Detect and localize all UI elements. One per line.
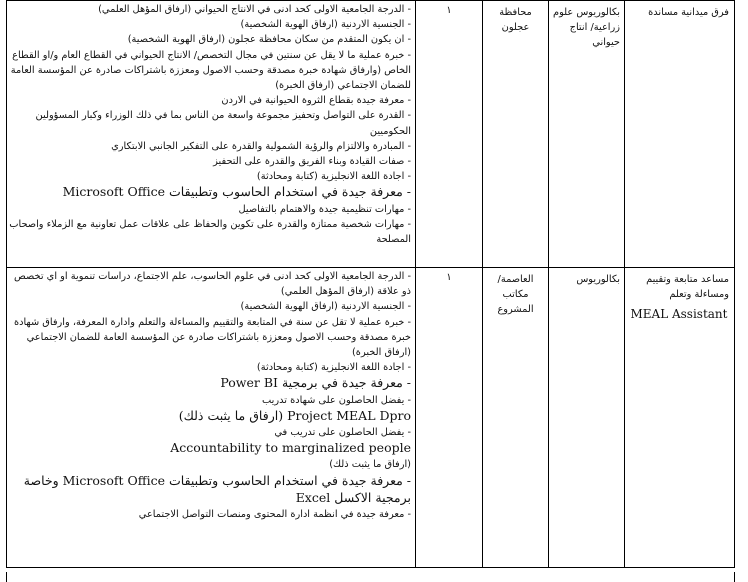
list-item: - معرفة جيدة في استخدام الحاسوب وتطبيقات Microsoft Office [9, 184, 411, 201]
list-item: - خبرة عملية ما لا يقل عن سنتين في مجال التخصص/ الانتاج الحيواني في القطاع العام و/او القطاع الخاص (وارفاق شهادة خبرة مصدقة وحسب الاصول ومعززة باشتراكات صادرة عن المؤسسة العامة للضمان الاجتماعي (ارفاق الخبرة) [9, 48, 411, 94]
list-item: - الدرجة الجامعية الاولى كحد ادنى في الانتاج الحيواني (ارفاق المؤهل العلمي) [9, 2, 411, 17]
list-item: - معرفة جيدة في برمجية Power BI [9, 375, 411, 392]
job-title-english: MEAL Assistant [630, 307, 728, 322]
table-row [7, 268, 735, 568]
list-item: - يفضل الحاصلون على تدريب في [9, 425, 411, 440]
location: العاصمة/ مكاتب المشروع [497, 274, 534, 316]
list-item: - معرفة جيدة في استخدام الحاسوب وتطبيقات Microsoft Office وخاصة برمجية الاكسل Excel [9, 473, 411, 507]
list-item: - الدرجة الجامعية الاولى كحد ادنى في علوم الحاسوب، علم الاجتماع، دراسات تنموية او اي تخصص ذو علاقة (ارفاق المؤهل العلمي) [9, 269, 411, 299]
next-row-strip [6, 572, 735, 582]
list-item: Accountability to marginalized people [170, 440, 411, 456]
list-item: - القدرة على التواصل وتحفيز مجموعة واسعة من الناس بما في ذلك الوزراء وكبار المسؤولين الحكوميين [9, 108, 411, 138]
requirements-table [6, 0, 735, 568]
list-item: (ارفاق ما يثبت ذلك) [329, 459, 411, 471]
list-item: - صفات القيادة وبناء الفريق والقدرة على التحفيز [9, 154, 411, 169]
list-item: Project MEAL Dpro (ارفاق ما يثبت ذلك) [178, 407, 411, 423]
location-cell [483, 268, 549, 568]
list-item: - المبادرة والالتزام والرؤية الشمولية والقدرة على التفكير الجانبي الابتكاري [9, 139, 411, 154]
qualification-cell [549, 268, 625, 568]
requirements-cell [7, 268, 416, 568]
job-title: مساعد متابعة وتقييم ومساءلة وتعلم [646, 274, 729, 301]
list-item: - اجادة اللغة الانجليزية (كتابة ومحادثة) [9, 360, 411, 375]
list-item: - ان يكون المتقدم من سكان محافظة عجلون (ارفاق الهوية الشخصية) [9, 32, 411, 47]
job-title: فرق ميدانية مساندة [648, 7, 729, 18]
qualification: بكالوريوس [576, 274, 620, 285]
count-cell [416, 268, 483, 568]
requirements-list [9, 269, 411, 522]
requirements-cell [7, 1, 416, 268]
list-item: - اجادة اللغة الانجليزية (كتابة ومحادثة) [9, 169, 411, 184]
location-cell [483, 1, 549, 268]
list-item: - الجنسية الاردنية (ارفاق الهوية الشخصية) [9, 17, 411, 32]
list-item: - الجنسية الاردنية (ارفاق الهوية الشخصية) [9, 299, 411, 314]
list-item: - مهارات شخصية ممتازة والقدرة على تكوين والحفاظ على علاقات عمل تعاونية مع الزملاء واصحاب المصلحة [9, 217, 411, 247]
list-item: - معرفة جيدة في انظمة ادارة المحتوى ومنصات التواصل الاجتماعي [9, 507, 411, 522]
list-item: - خبرة عملية لا تقل عن سنة في المتابعة والتقييم والمساءلة والتعلم وادارة المعرفة، وارفاق شهادة خبرة مصدقة وحسب الاصول ومعززة باشتراكات صادرة عن المؤسسة العامة للضمان الاجتماعي (ارفاق الخبرة) [9, 315, 411, 361]
qualification: بكالوريوس علوم زراعية/ انتاج حيواني [553, 7, 620, 49]
qualification-cell [549, 1, 625, 268]
count: ١ [446, 272, 452, 283]
table-row [7, 1, 735, 268]
job-title-cell [625, 1, 735, 268]
location: محافظة عجلون [499, 7, 532, 34]
job-title-cell [625, 268, 735, 568]
list-item: - مهارات تنظيمية جيدة والاهتمام بالتفاصيل [9, 202, 411, 217]
list-item: - معرفة جيدة بقطاع الثروة الحيوانية في الاردن [9, 93, 411, 108]
count: ١ [446, 5, 452, 16]
count-cell [416, 1, 483, 268]
list-item: - يفضل الحاصلون على شهادة تدريب [9, 393, 411, 408]
requirements-list [9, 2, 411, 247]
